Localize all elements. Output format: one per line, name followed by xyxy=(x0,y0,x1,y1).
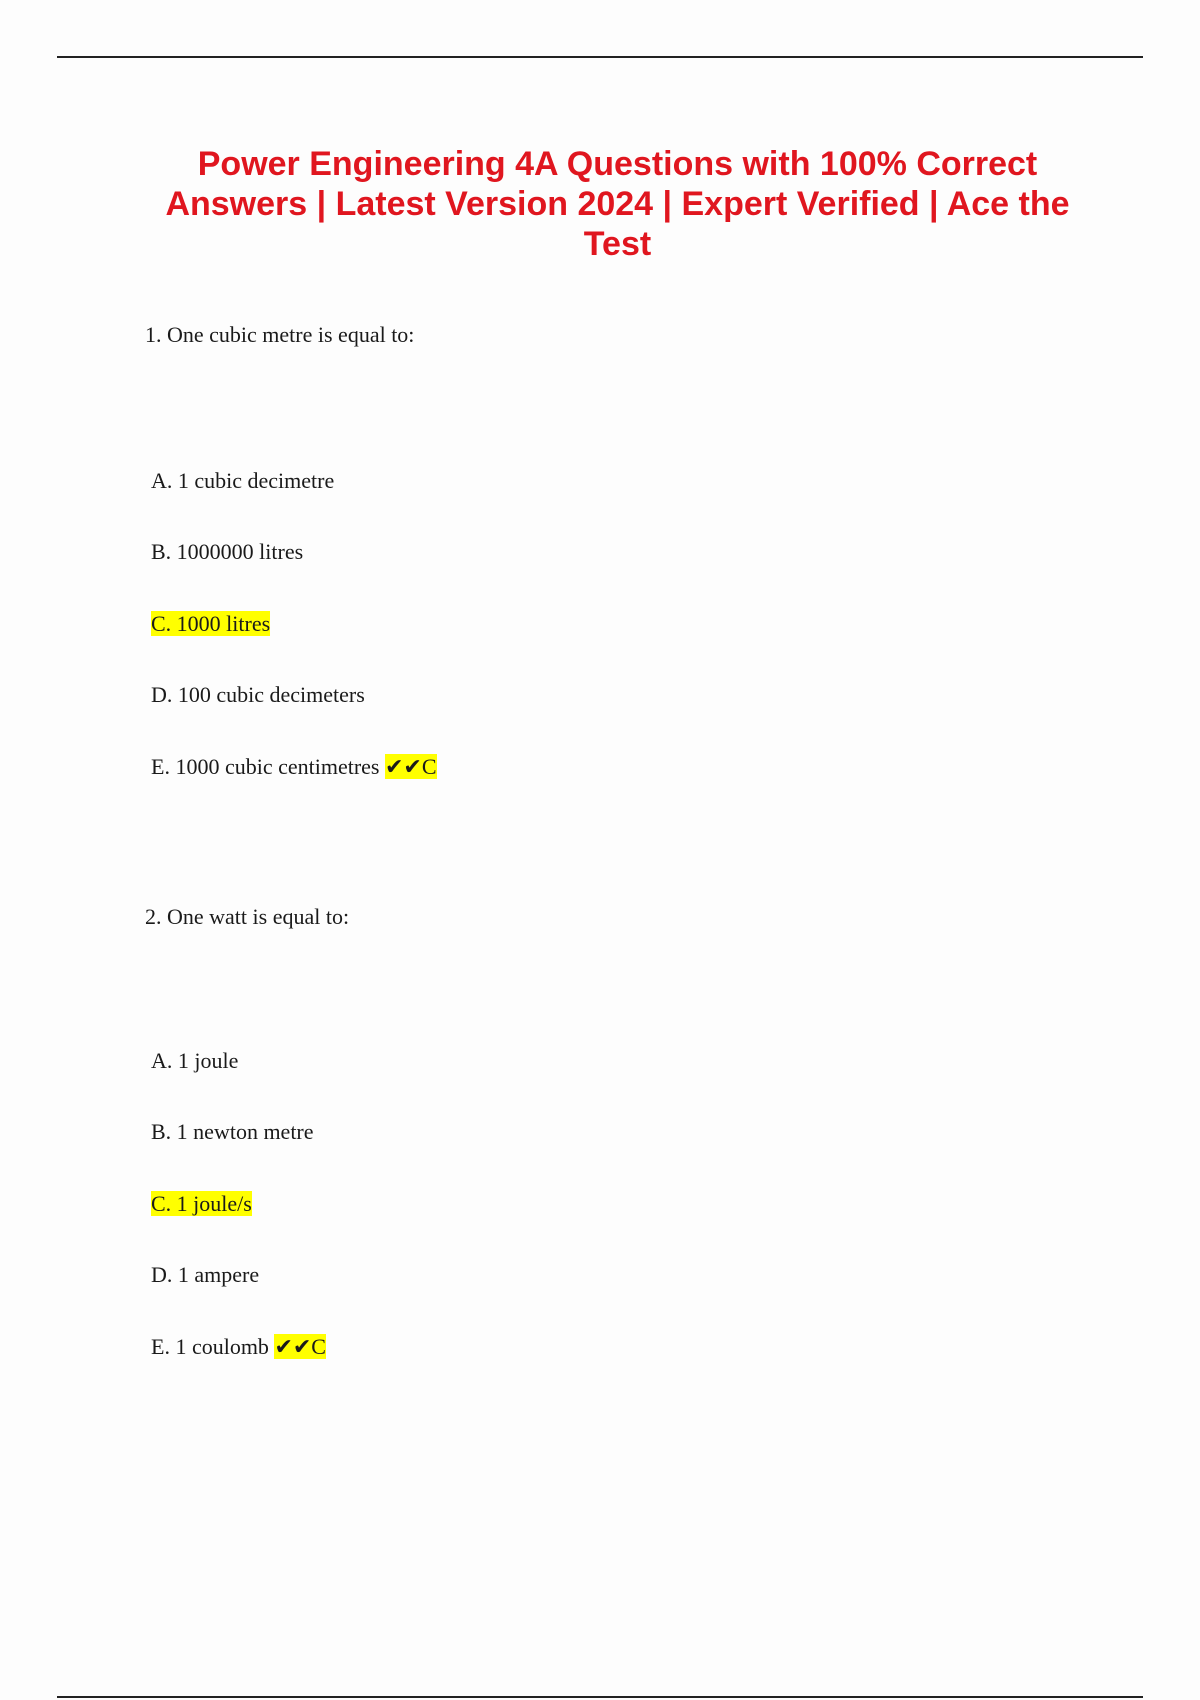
option-text: A. 1 joule xyxy=(151,1048,239,1073)
question-2-prompt: 2. One watt is equal to: xyxy=(145,904,350,929)
option-text: E. 1000 cubic centimetres xyxy=(151,754,380,779)
question-2-option-d xyxy=(151,1261,259,1289)
question-1-option-c xyxy=(151,610,270,638)
question-2-option-c xyxy=(151,1190,252,1218)
highlighted-answer: C. 1000 litres xyxy=(151,611,271,636)
footer-rule xyxy=(57,1696,1143,1698)
option-text: A. 1 cubic decimetre xyxy=(151,468,335,493)
header-rule xyxy=(57,56,1143,58)
highlighted-answer: C. 1 joule/s xyxy=(151,1191,252,1216)
option-text: D. 100 cubic decimeters xyxy=(151,682,365,707)
question-2-option-b xyxy=(151,1118,314,1146)
question-1-option-d xyxy=(151,681,365,709)
option-text: D. 1 ampere xyxy=(151,1262,260,1287)
question-2-option-e xyxy=(151,1333,326,1361)
question-2-option-a xyxy=(151,1047,238,1075)
answer-mark: ✔✔C xyxy=(274,1334,326,1359)
document-title: Power Engineering 4A Questions with 100% Correct Answers | Latest Version 2024 | Expert Verified | Ace the Test xyxy=(165,145,1070,263)
question-1-option-e xyxy=(151,753,437,781)
option-text: B. 1000000 litres xyxy=(151,539,304,564)
option-text: B. 1 newton metre xyxy=(151,1119,314,1144)
question-1-option-b xyxy=(151,538,303,566)
option-text: E. 1 coulomb xyxy=(151,1334,269,1359)
question-1-prompt: 1. One cubic metre is equal to: xyxy=(145,322,415,347)
question-1-option-a xyxy=(151,467,334,495)
answer-mark: ✔✔C xyxy=(384,754,437,779)
